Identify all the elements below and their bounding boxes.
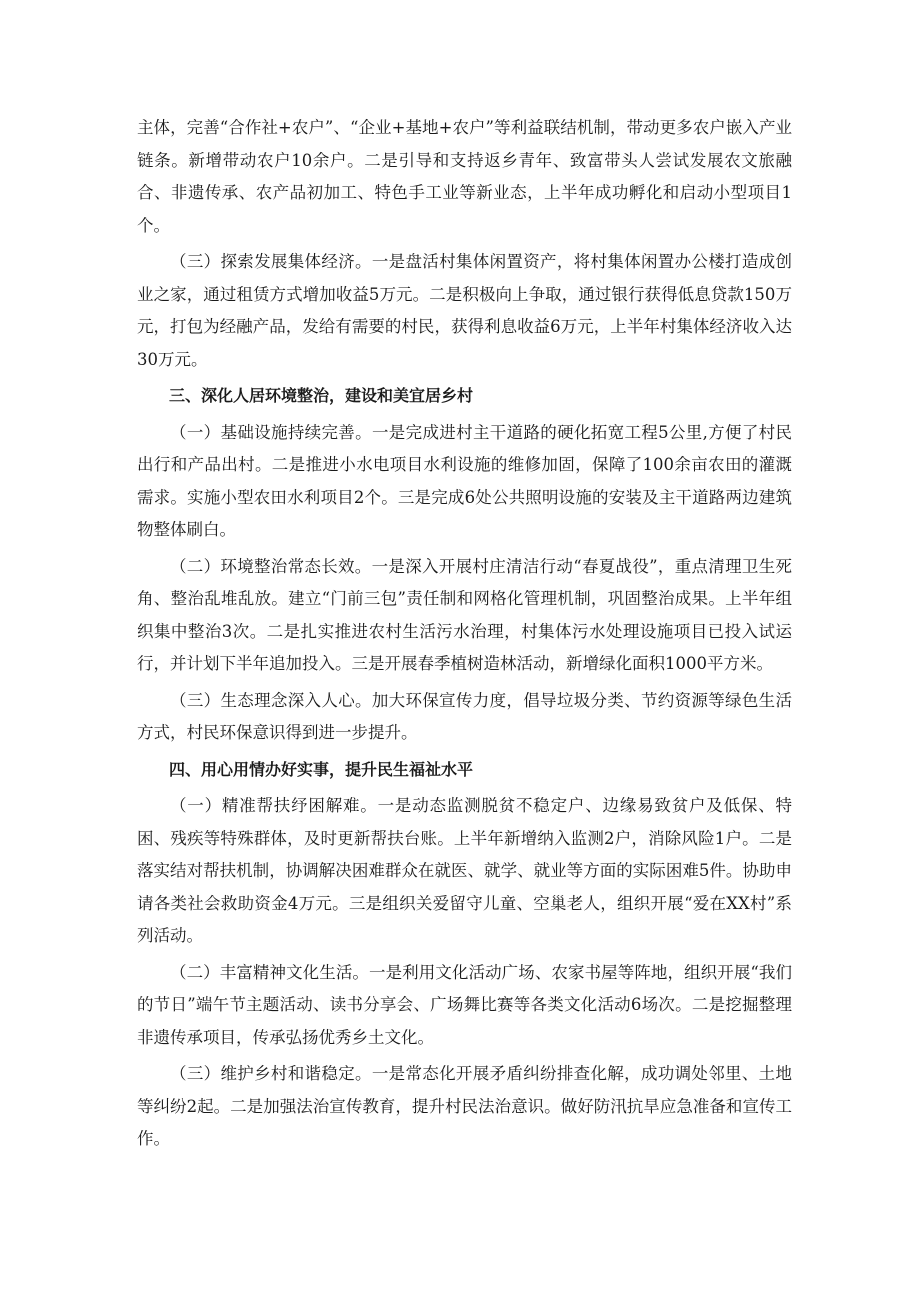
paragraph-ecology: （三）生态理念深入人心。加大环保宣传力度，倡导垃圾分类、节约资源等绿色生活方式，村民环保意识得到进一步提升。: [137, 690, 792, 742]
paragraph-stability: （三）维护乡村和谐稳定。一是常态化开展矛盾纠纷排查化解，成功调处邻里、土地等纠纷2起。二是加强法治宣传教育，提升村民法治意识。做好防汛抗旱应急准备和宣传工作。: [137, 1064, 792, 1148]
document-body: [137, 112, 792, 1160]
paragraph-continuation: 主体，完善“合作社+农户”、“企业+基地+农户”等利益联结机制，带动更多农户嵌入产业链条。新增带动农户10余户。二是引导和支持返乡青年、致富带头人尝试发展农文旅融合、非遗传承、农产品初加工、特色手工业等新业态，上半年成功孵化和启动小型项目1个。: [137, 118, 792, 235]
paragraph-culture: （二）丰富精神文化生活。一是利用文化活动广场、农家书屋等阵地，组织开展“我们的节日”端午节主题活动、读书分享会、广场舞比赛等各类文化活动6场次。二是挖掘整理非遗传承项目，传承弘扬优秀乡土文化。: [137, 962, 792, 1047]
paragraph-assistance: （一）精准帮扶纾困解难。一是动态监测脱贫不稳定户、边缘易致贫户及低保、特困、残疾等特殊群体，及时更新帮扶台账。上半年新增纳入监测2户，消除风险1户。二是落实结对帮扶机制，协调解决困难群众在就医、就学、就业等方面的实际困难5件。协助申请各类社会救助资金4万元。三是组织关爱留守儿童、空巢老人，组织开展“爱在XX村”系列活动。: [137, 796, 792, 945]
paragraph-collective-economy: （三）探索发展集体经济。一是盘活村集体闲置资产，将村集体闲置办公楼打造成创业之家，通过租赁方式增加收益5万元。二是积极向上争取，通过银行获得低息贷款150万元，打包为经融产品，发给有需要的村民，获得利息收益6万元，上半年村集体经济收入达30万元。: [137, 252, 792, 369]
section-heading-3: 三、深化人居环境整治，建设和美宜居乡村: [169, 386, 474, 405]
paragraph-environment: （二）环境整治常态长效。一是深入开展村庄清洁行动“春夏战役”，重点清理卫生死角、整治乱堆乱放。建立“门前三包”责任制和网格化管理机制，巩固整治成果。上半年组织集中整治3次。二是扎实推进农村生活污水治理，村集体污水处理设施项目已投入试运行，并计划下半年追加投入。三是开展春季植树造林活动，新增绿化面积1000平方米。: [137, 556, 792, 673]
paragraph-infrastructure: （一）基础设施持续完善。一是完成进村主干道路的硬化拓宽工程5公里,方便了村民出行和产品出村。二是推进小水电项目水利设施的维修加固，保障了100余亩农田的灌溉需求。实施小型农田水利项目2个。三是完成6处公共照明设施的安装及主干道路两边建筑物整体刷白。: [137, 422, 792, 539]
section-heading-4: 四、用心用情办好实事，提升民生福祉水平: [169, 759, 474, 779]
